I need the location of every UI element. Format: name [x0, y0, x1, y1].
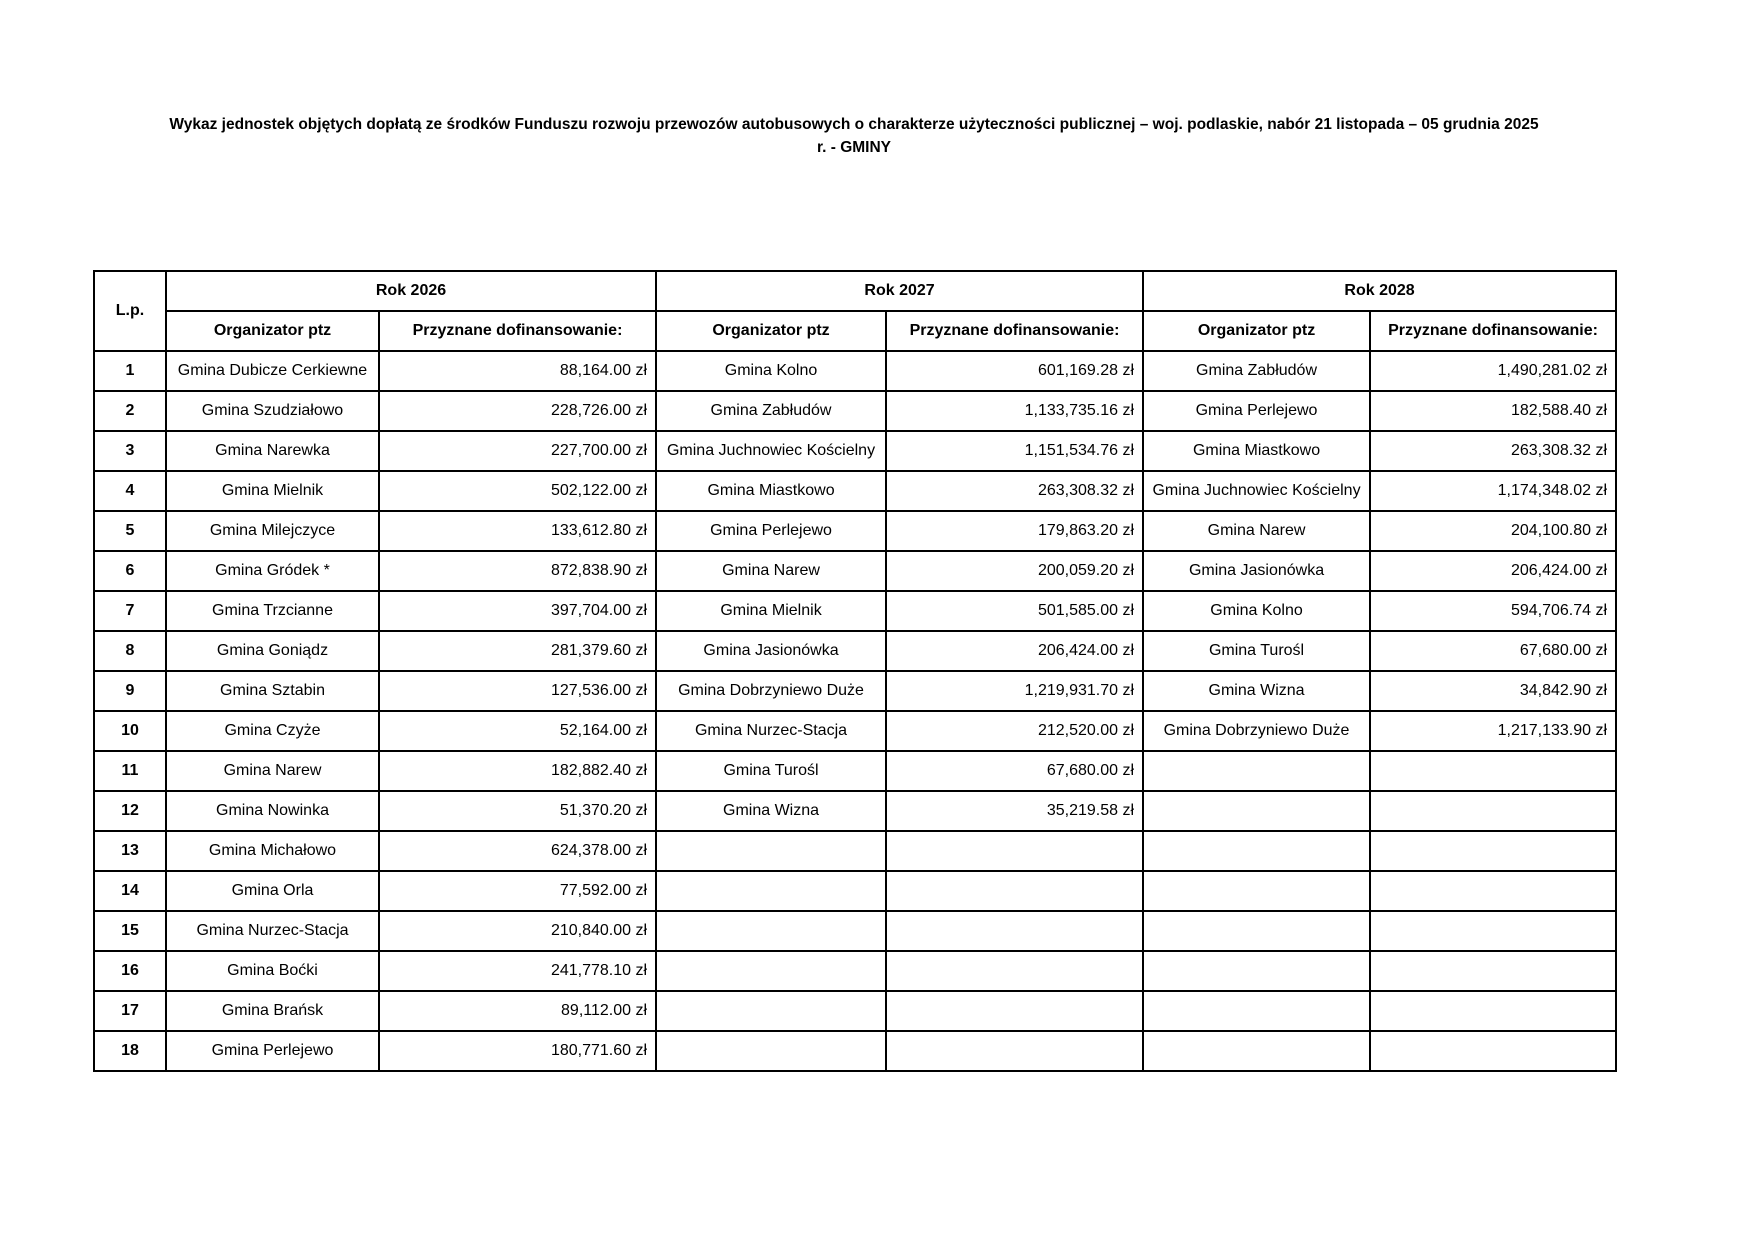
table-row [94, 671, 1616, 711]
table-body [94, 351, 1616, 1071]
org-cell-2027 [656, 871, 886, 911]
org-cell-2026: Gmina Goniądz [166, 631, 379, 671]
lp-cell: 13 [94, 831, 166, 871]
org-cell-2027: Gmina Narew [656, 551, 886, 591]
amount-cell-2027: 35,219.58 zł [886, 791, 1143, 831]
amount-header-2027: Przyznane dofinansowanie: [886, 311, 1143, 351]
org-cell-2027 [656, 951, 886, 991]
org-cell-2027: Gmina Dobrzyniewo Duże [656, 671, 886, 711]
org-cell-2027 [656, 911, 886, 951]
amount-cell-2028 [1370, 751, 1616, 791]
lp-cell: 17 [94, 991, 166, 1031]
table-row [94, 1031, 1616, 1071]
document-title [93, 113, 1615, 160]
amount-cell-2028 [1370, 1031, 1616, 1071]
document-title-line2: r. - GMINY [816, 139, 892, 157]
amount-cell-2028 [1370, 871, 1616, 911]
amount-cell-2026: 281,379.60 zł [379, 631, 656, 671]
org-cell-2028: Gmina Juchnowiec Kościelny [1143, 471, 1370, 511]
org-cell-2027: Gmina Miastkowo [656, 471, 886, 511]
org-cell-2026: Gmina Brańsk [166, 991, 379, 1031]
org-header-2027: Organizator ptz [656, 311, 886, 351]
org-cell-2026: Gmina Michałowo [166, 831, 379, 871]
amount-cell-2027: 601,169.28 zł [886, 351, 1143, 391]
amount-cell-2026: 502,122.00 zł [379, 471, 656, 511]
lp-cell: 14 [94, 871, 166, 911]
org-cell-2026: Gmina Czyże [166, 711, 379, 751]
org-cell-2028 [1143, 911, 1370, 951]
amount-cell-2027 [886, 831, 1143, 871]
amount-cell-2027: 1,133,735.16 zł [886, 391, 1143, 431]
org-cell-2026: Gmina Narew [166, 751, 379, 791]
amount-cell-2026: 397,704.00 zł [379, 591, 656, 631]
amount-cell-2027: 212,520.00 zł [886, 711, 1143, 751]
document-title-line1: Wykaz jednostek objętych dopłatą ze środków Funduszu rozwoju przewozów autobusowych o charakterze użyteczności publicznej – woj. podlaskie, nabór 21 listopada – 05 grudnia 2025 [169, 116, 1539, 133]
table-row [94, 351, 1616, 391]
amount-cell-2027: 179,863.20 zł [886, 511, 1143, 551]
org-cell-2026: Gmina Nowinka [166, 791, 379, 831]
org-cell-2027: Gmina Turośl [656, 751, 886, 791]
amount-cell-2026: 89,112.00 zł [379, 991, 656, 1031]
org-cell-2028: Gmina Dobrzyniewo Duże [1143, 711, 1370, 751]
table-row [94, 431, 1616, 471]
table-row [94, 591, 1616, 631]
org-cell-2026: Gmina Mielnik [166, 471, 379, 511]
amount-cell-2027 [886, 911, 1143, 951]
org-cell-2027 [656, 991, 886, 1031]
org-cell-2026: Gmina Dubicze Cerkiewne [166, 351, 379, 391]
table-row [94, 391, 1616, 431]
org-cell-2027 [656, 831, 886, 871]
amount-cell-2027: 1,219,931.70 zł [886, 671, 1143, 711]
lp-cell: 18 [94, 1031, 166, 1071]
org-cell-2028: Gmina Wizna [1143, 671, 1370, 711]
lp-cell: 16 [94, 951, 166, 991]
amount-cell-2027 [886, 951, 1143, 991]
org-cell-2028: Gmina Zabłudów [1143, 351, 1370, 391]
org-cell-2028: Gmina Perlejewo [1143, 391, 1370, 431]
org-cell-2028 [1143, 831, 1370, 871]
amount-cell-2026: 180,771.60 zł [379, 1031, 656, 1071]
org-cell-2027: Gmina Mielnik [656, 591, 886, 631]
org-cell-2027: Gmina Juchnowiec Kościelny [656, 431, 886, 471]
org-cell-2028 [1143, 991, 1370, 1031]
amount-cell-2028 [1370, 951, 1616, 991]
table-row [94, 871, 1616, 911]
amount-cell-2028: 182,588.40 zł [1370, 391, 1616, 431]
org-cell-2026: Gmina Boćki [166, 951, 379, 991]
table-row [94, 991, 1616, 1031]
org-header-2026: Organizator ptz [166, 311, 379, 351]
amount-cell-2026: 182,882.40 zł [379, 751, 656, 791]
table-row [94, 511, 1616, 551]
amount-cell-2026: 133,612.80 zł [379, 511, 656, 551]
amount-cell-2027: 206,424.00 zł [886, 631, 1143, 671]
lp-cell: 7 [94, 591, 166, 631]
amount-cell-2026: 228,726.00 zł [379, 391, 656, 431]
lp-cell: 11 [94, 751, 166, 791]
org-cell-2028 [1143, 791, 1370, 831]
amount-cell-2026: 872,838.90 zł [379, 551, 656, 591]
amount-cell-2028 [1370, 991, 1616, 1031]
table-row [94, 711, 1616, 751]
amount-cell-2028: 1,174,348.02 zł [1370, 471, 1616, 511]
amount-cell-2027: 67,680.00 zł [886, 751, 1143, 791]
table-row [94, 471, 1616, 511]
amount-cell-2028: 263,308.32 zł [1370, 431, 1616, 471]
amount-cell-2026: 210,840.00 zł [379, 911, 656, 951]
table-row [94, 791, 1616, 831]
org-cell-2027: Gmina Zabłudów [656, 391, 886, 431]
amount-cell-2028: 34,842.90 zł [1370, 671, 1616, 711]
org-cell-2028: Gmina Narew [1143, 511, 1370, 551]
amount-cell-2027: 200,059.20 zł [886, 551, 1143, 591]
org-cell-2028: Gmina Jasionówka [1143, 551, 1370, 591]
lp-cell: 1 [94, 351, 166, 391]
amount-header-2028: Przyznane dofinansowanie: [1370, 311, 1616, 351]
org-cell-2026: Gmina Trzcianne [166, 591, 379, 631]
table-row [94, 751, 1616, 791]
table-row [94, 951, 1616, 991]
lp-cell: 5 [94, 511, 166, 551]
amount-cell-2027 [886, 871, 1143, 911]
year-header-2027: Rok 2027 [656, 271, 1143, 311]
org-cell-2028: Gmina Kolno [1143, 591, 1370, 631]
lp-cell: 4 [94, 471, 166, 511]
lp-cell: 12 [94, 791, 166, 831]
table-row [94, 911, 1616, 951]
amount-cell-2026: 52,164.00 zł [379, 711, 656, 751]
amount-cell-2026: 88,164.00 zł [379, 351, 656, 391]
amount-header-2026: Przyznane dofinansowanie: [379, 311, 656, 351]
amount-cell-2028: 594,706.74 zł [1370, 591, 1616, 631]
amount-cell-2026: 77,592.00 zł [379, 871, 656, 911]
lp-cell: 15 [94, 911, 166, 951]
table-row [94, 551, 1616, 591]
org-cell-2028 [1143, 751, 1370, 791]
org-cell-2026: Gmina Perlejewo [166, 1031, 379, 1071]
org-cell-2028: Gmina Miastkowo [1143, 431, 1370, 471]
org-cell-2026: Gmina Narewka [166, 431, 379, 471]
org-cell-2026: Gmina Gródek * [166, 551, 379, 591]
org-header-2028: Organizator ptz [1143, 311, 1370, 351]
org-cell-2028 [1143, 871, 1370, 911]
org-cell-2027: Gmina Perlejewo [656, 511, 886, 551]
lp-cell: 10 [94, 711, 166, 751]
org-cell-2028: Gmina Turośl [1143, 631, 1370, 671]
amount-cell-2028: 1,217,133.90 zł [1370, 711, 1616, 751]
table-row [94, 831, 1616, 871]
org-cell-2027: Gmina Kolno [656, 351, 886, 391]
amount-cell-2026: 51,370.20 zł [379, 791, 656, 831]
sub-header-row [94, 311, 1616, 351]
org-cell-2026: Gmina Orla [166, 871, 379, 911]
amount-cell-2028 [1370, 791, 1616, 831]
lp-cell: 2 [94, 391, 166, 431]
table-header [94, 271, 1616, 351]
org-cell-2028 [1143, 1031, 1370, 1071]
org-cell-2028 [1143, 951, 1370, 991]
amount-cell-2028: 206,424.00 zł [1370, 551, 1616, 591]
year-header-2026: Rok 2026 [166, 271, 656, 311]
org-cell-2027: Gmina Nurzec-Stacja [656, 711, 886, 751]
org-cell-2027: Gmina Wizna [656, 791, 886, 831]
table-row [94, 631, 1616, 671]
amount-cell-2028: 1,490,281.02 zł [1370, 351, 1616, 391]
amount-cell-2026: 227,700.00 zł [379, 431, 656, 471]
amount-cell-2028: 204,100.80 zł [1370, 511, 1616, 551]
lp-cell: 8 [94, 631, 166, 671]
lp-cell: 9 [94, 671, 166, 711]
year-header-row [94, 271, 1616, 311]
org-cell-2027 [656, 1031, 886, 1071]
amount-cell-2027: 263,308.32 zł [886, 471, 1143, 511]
org-cell-2027: Gmina Jasionówka [656, 631, 886, 671]
org-cell-2026: Gmina Nurzec-Stacja [166, 911, 379, 951]
amount-cell-2026: 127,536.00 zł [379, 671, 656, 711]
amount-cell-2027: 1,151,534.76 zł [886, 431, 1143, 471]
year-header-2028: Rok 2028 [1143, 271, 1616, 311]
amount-cell-2026: 241,778.10 zł [379, 951, 656, 991]
amount-cell-2028: 67,680.00 zł [1370, 631, 1616, 671]
amount-cell-2027 [886, 1031, 1143, 1071]
amount-cell-2028 [1370, 831, 1616, 871]
amount-cell-2027 [886, 991, 1143, 1031]
org-cell-2026: Gmina Szudziałowo [166, 391, 379, 431]
org-cell-2026: Gmina Sztabin [166, 671, 379, 711]
lp-cell: 6 [94, 551, 166, 591]
org-cell-2026: Gmina Milejczyce [166, 511, 379, 551]
amount-cell-2026: 624,378.00 zł [379, 831, 656, 871]
lp-header: L.p. [94, 271, 166, 351]
grants-table [93, 270, 1617, 1072]
amount-cell-2028 [1370, 911, 1616, 951]
amount-cell-2027: 501,585.00 zł [886, 591, 1143, 631]
lp-cell: 3 [94, 431, 166, 471]
